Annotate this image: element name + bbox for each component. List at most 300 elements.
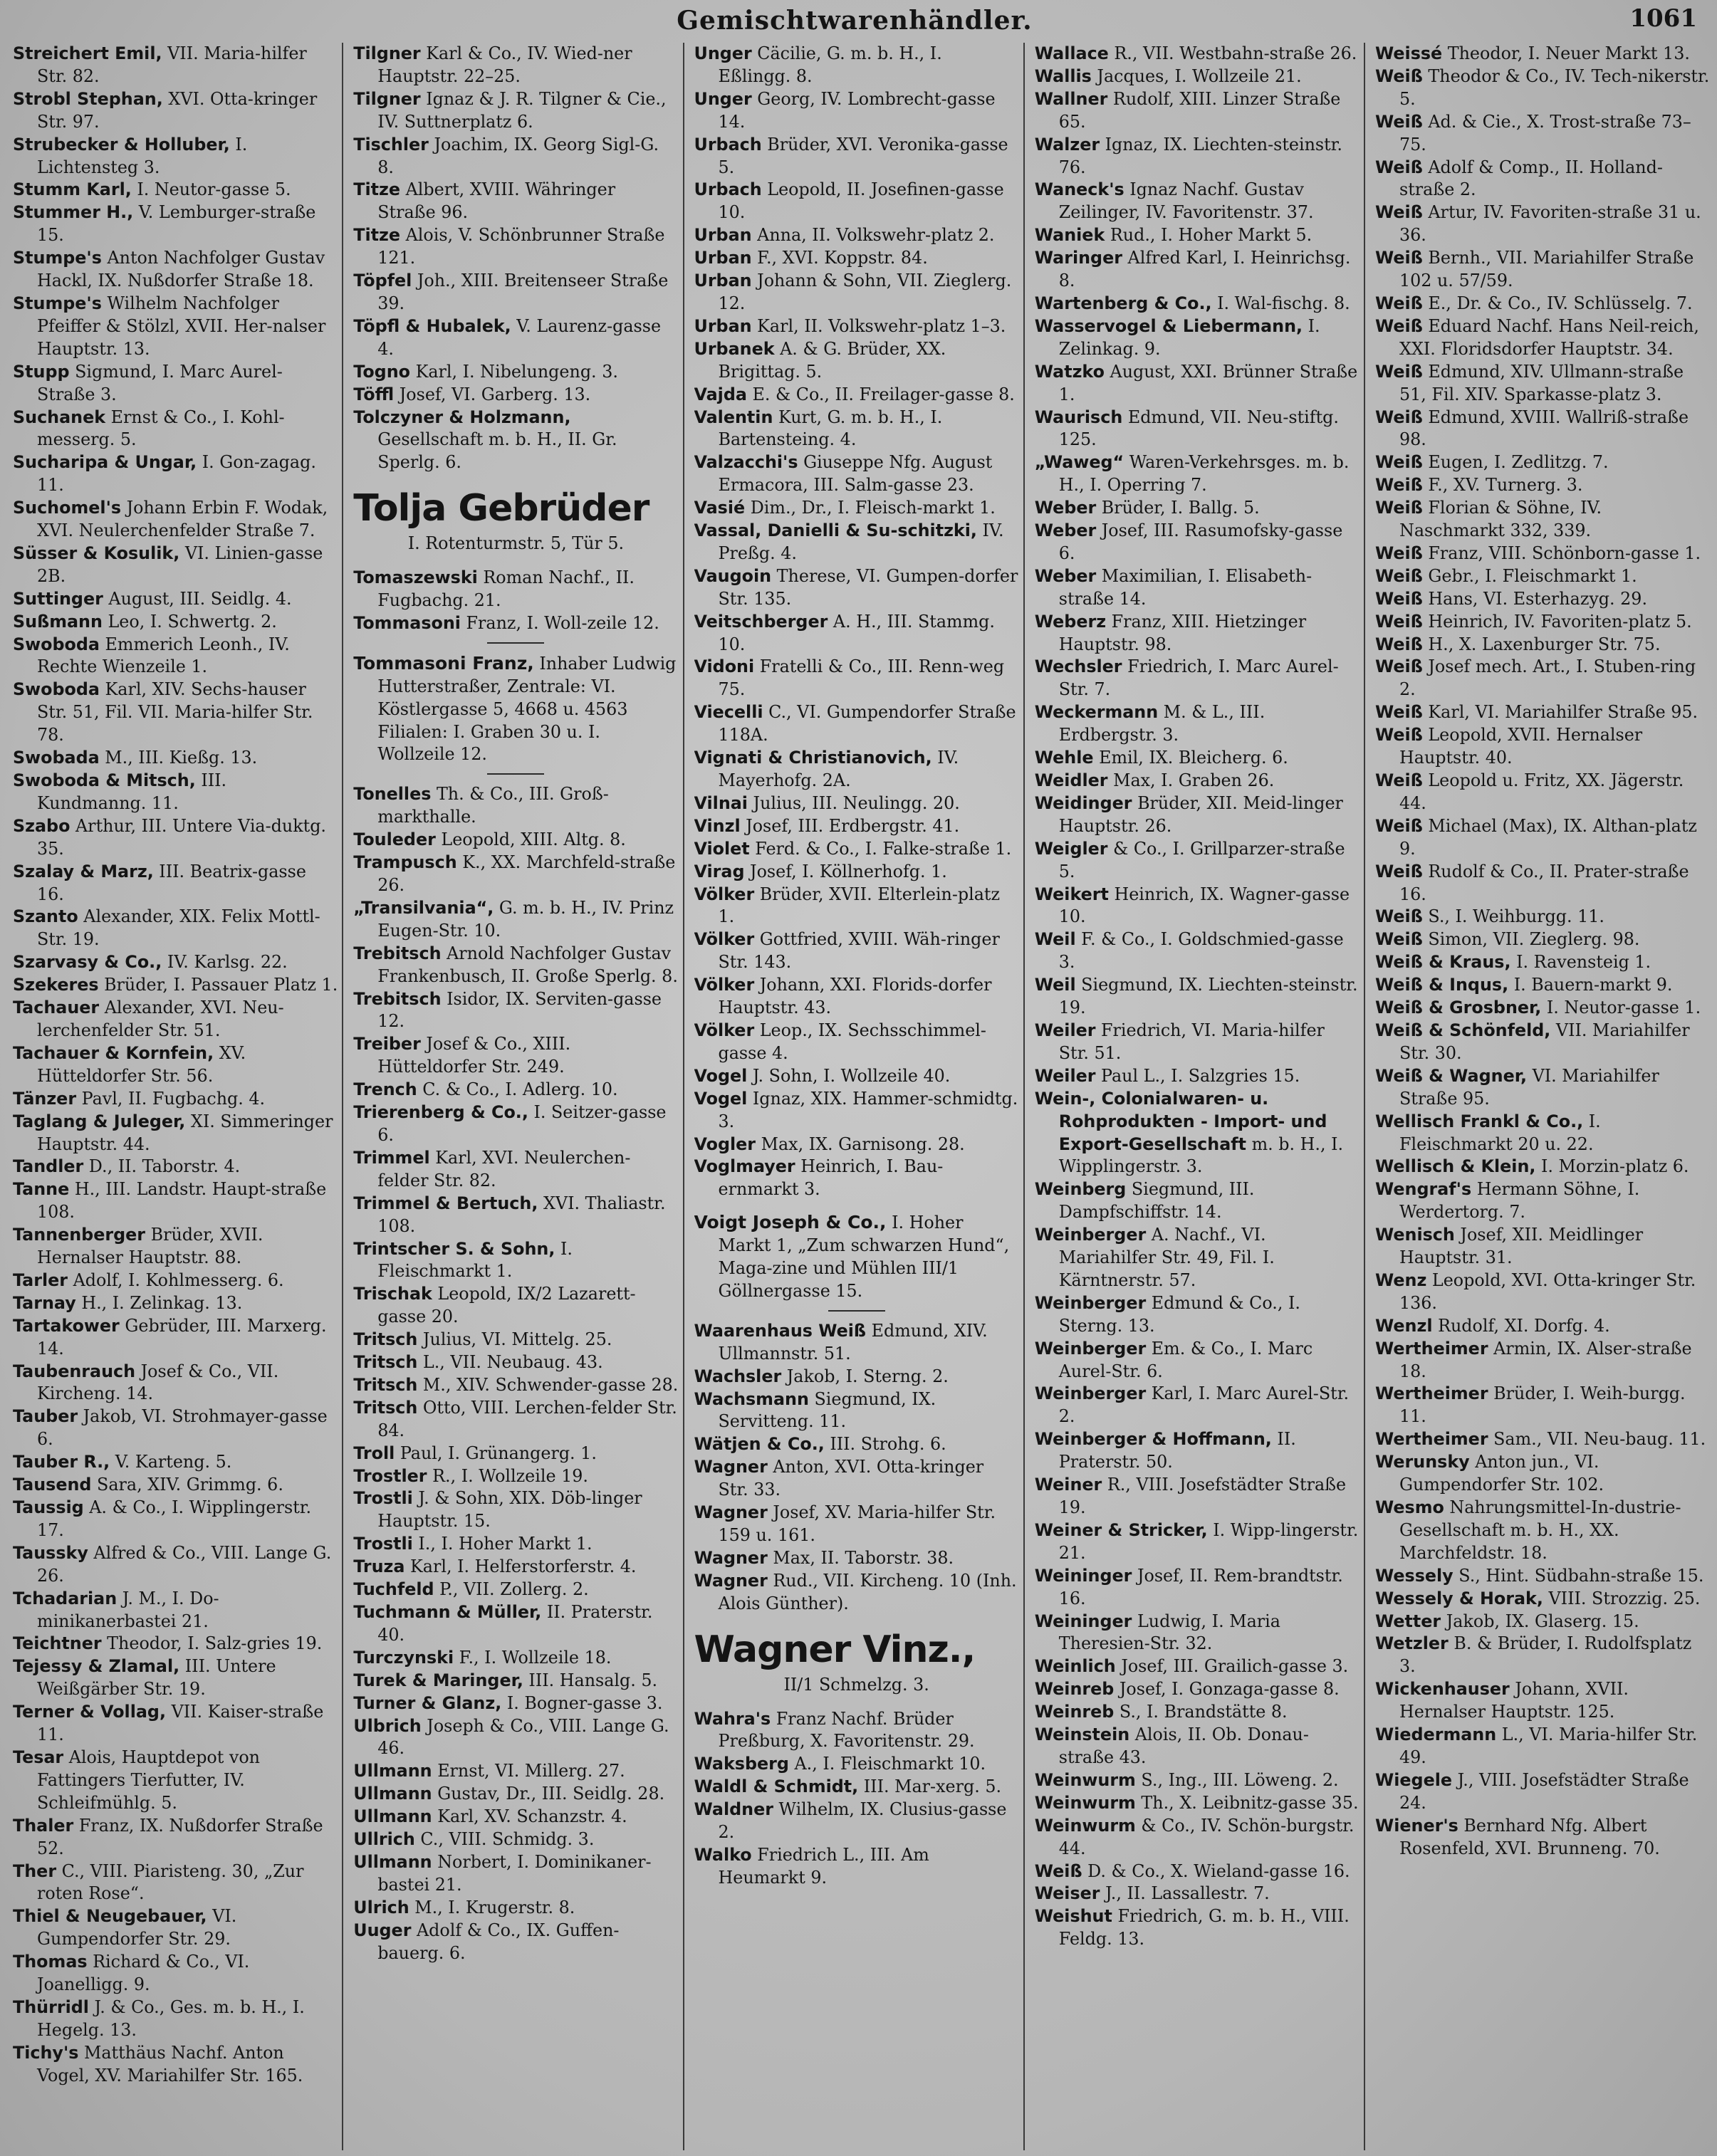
- entry-list: [694, 1708, 1019, 1890]
- entry-address: H., I. Zelinkag. 13.: [75, 1292, 243, 1313]
- list-item: [1035, 701, 1359, 747]
- entry-address: IV. Mayerhofg. 2A.: [718, 748, 959, 790]
- list-item: [13, 1747, 338, 1815]
- list-item: [353, 1374, 678, 1397]
- list-item: [13, 1997, 338, 2042]
- entry-address: Gustav, Dr., III. Seidlg. 28.: [432, 1784, 665, 1804]
- entry-address: August, III. Seidlg. 4.: [103, 588, 292, 609]
- entry-name: Tolczyner & Holzmann,: [353, 407, 571, 427]
- list-item: [1375, 315, 1711, 361]
- entry-name: Stupp: [13, 361, 70, 382]
- list-item: [1035, 974, 1359, 1020]
- entry-address: Alois, V. Schönbrunner Straße 121.: [377, 225, 665, 268]
- entry-name: Tandler: [13, 1156, 84, 1177]
- entry-name: Suchomel's: [13, 498, 122, 518]
- list-item: [694, 611, 1019, 656]
- list-item: [13, 997, 338, 1042]
- list-item: [353, 1715, 678, 1761]
- entry-address: I. Seitzer-gasse 6.: [377, 1102, 667, 1145]
- list-item: [694, 497, 1019, 520]
- list-item: [1035, 88, 1359, 134]
- list-item: [1035, 1792, 1359, 1815]
- entry-address: Franz, IX. Nußdorfer Straße 52.: [37, 1815, 323, 1858]
- entry-address: Sigmund, I. Marc Aurel-Straße 3.: [37, 361, 283, 404]
- entry-address: Pavl, II. Fugbachg. 4.: [76, 1088, 266, 1109]
- entry-address: Rud., I. Hoher Markt 5.: [1105, 225, 1312, 246]
- entry-name: Vogel: [694, 1065, 748, 1086]
- list-item: [1375, 611, 1711, 634]
- list-item: [1375, 1769, 1711, 1815]
- list-item: [13, 407, 338, 452]
- entry-address: III. Untere Weißgärber Str. 19.: [37, 1656, 276, 1700]
- list-item: [1035, 1224, 1359, 1292]
- entry-address: Franz Nachf. Brüder Preßburg, X. Favoritenstr. 29.: [718, 1708, 975, 1752]
- entry-name: Turek & Maringer,: [353, 1670, 523, 1690]
- list-item: [13, 293, 338, 361]
- entry-name: Weiß & Kraus,: [1375, 952, 1511, 973]
- entry-address: D. & Co., X. Wieland-gasse 16.: [1082, 1861, 1350, 1881]
- entry-name: Vilnai: [694, 792, 748, 813]
- entry-name: Weiß: [1375, 293, 1423, 313]
- entry-name: Wesmo: [1375, 1497, 1444, 1517]
- list-item: [694, 338, 1019, 384]
- entry-address: Brüder, XVI. Veronika-gasse 5.: [718, 134, 1008, 177]
- list-item: [1035, 293, 1359, 315]
- entry-address: Adolf & Comp., II. Holland-straße 2.: [1399, 157, 1663, 200]
- entry-address: XVI. Thaliastr. 108.: [377, 1193, 666, 1236]
- list-item: [1035, 1861, 1359, 1883]
- entry-address: Cäcilie, G. m. b. H., I. Eßlingg. 8.: [718, 43, 942, 86]
- entry-address: Paul L., I. Salzgries 15.: [1095, 1065, 1300, 1086]
- entry-name: Tomaszewski: [353, 567, 478, 588]
- entry-address: Karl, II. Volkswehr-platz 1–3.: [751, 315, 1006, 336]
- entry-name: Töpfl & Hubalek,: [353, 315, 511, 336]
- entry-name: Tuchmann & Müller,: [353, 1602, 542, 1622]
- entry-address: Josef, III. Grailich-gasse 3.: [1115, 1656, 1349, 1677]
- list-item: [694, 224, 1019, 247]
- entry-name: Wätjen & Co.,: [694, 1434, 825, 1455]
- list-item: [694, 1366, 1019, 1388]
- list-item: [1035, 179, 1359, 224]
- entry-name: Weinberger & Hoffmann,: [1034, 1429, 1272, 1450]
- entry-name: Trebitsch: [353, 988, 442, 1009]
- entry-name: Weiß: [1375, 111, 1423, 132]
- entry-address: S., Ing., III. Löweng. 2.: [1135, 1769, 1339, 1790]
- entry-name: Wenisch: [1375, 1225, 1455, 1245]
- list-item: [13, 1315, 338, 1361]
- entry-name: Tommasoni Franz,: [353, 652, 534, 674]
- entry-address: Rud., VII. Kircheng. 10 (Inh. Alois Günther).: [718, 1570, 1017, 1613]
- column-4: [1035, 43, 1365, 2150]
- entry-name: Tanne: [13, 1179, 70, 1200]
- entry-name: Wenzl: [1375, 1315, 1433, 1336]
- list-item: [353, 1147, 678, 1193]
- entry-name: Taglang & Juleger,: [13, 1111, 186, 1131]
- entry-address: Alexander, XVI. Neu-lerchenfelder Str. 51.: [37, 998, 284, 1040]
- list-item: [13, 451, 338, 497]
- entry-name: Urbanek: [694, 338, 775, 359]
- list-item: [694, 1388, 1019, 1434]
- list-item: [13, 1361, 338, 1406]
- entry-address: C. & Co., I. Adlerg. 10.: [417, 1079, 618, 1100]
- entry-name: Vidoni: [694, 656, 755, 677]
- entry-list: [353, 783, 678, 1964]
- entry-address: I. Wipp-lingerstr. 21.: [1058, 1519, 1359, 1563]
- list-item: [353, 1670, 678, 1692]
- list-item: [1035, 1565, 1359, 1611]
- entry-address: Wilhelm Nachfolger Pfeiffer & Stölzl, XVII. Her-nalser Hauptstr. 13.: [37, 293, 326, 359]
- entry-address: Siegmund, IX. Servitteng. 11.: [718, 1388, 936, 1432]
- entry-name: Swobada: [13, 748, 100, 768]
- entry-name: Weberz: [1034, 611, 1107, 632]
- list-item: [353, 1601, 678, 1647]
- entry-name: Weidler: [1034, 770, 1108, 790]
- entry-address: Josef mech. Art., I. Stuben-ring 2.: [1399, 656, 1696, 700]
- entry-address: Brüder, I. Passauer Platz 1.: [98, 975, 338, 995]
- entry-name: Swoboda: [13, 679, 100, 700]
- entry-address: D., II. Taborstr. 4.: [83, 1156, 241, 1177]
- entry-name: Treiber: [353, 1034, 421, 1055]
- list-item: [13, 1270, 338, 1292]
- entry-list: [353, 652, 678, 767]
- list-item: [353, 361, 678, 384]
- entry-address: III. Mar-xerg. 5.: [858, 1776, 1002, 1797]
- list-item: [353, 1647, 678, 1670]
- entry-address: R., VII. Westbahn-straße 26.: [1108, 43, 1357, 63]
- entry-address: Friedrich L., III. Am Heumarkt 9.: [718, 1844, 929, 1888]
- list-item: [353, 384, 678, 407]
- entry-name: Weiß: [1375, 202, 1423, 223]
- entry-address: R., I. Wollzeile 19.: [427, 1465, 588, 1486]
- list-item: [1375, 1565, 1711, 1588]
- entry-name: Weiß & Inqus,: [1375, 975, 1509, 995]
- divider: [487, 642, 544, 644]
- entry-name: Urbach: [694, 134, 762, 155]
- entry-address: Simon, VII. Zieglerg. 98.: [1422, 929, 1640, 950]
- entry-address: Isidor, IX. Serviten-gasse 12.: [377, 988, 662, 1032]
- list-item: [694, 1753, 1019, 1776]
- entry-address: Joachim, IX. Georg Sigl-G. 8.: [377, 134, 659, 177]
- entry-name: Walzer: [1034, 134, 1100, 155]
- entry-name: Weininger: [1034, 1611, 1132, 1631]
- list-item: [1375, 1178, 1711, 1224]
- list-item: [353, 407, 678, 475]
- entry-name: Unger: [694, 43, 752, 63]
- entry-name: Turner & Glanz,: [353, 1692, 502, 1713]
- list-item: [1375, 474, 1711, 497]
- entry-name: Titze: [353, 179, 401, 200]
- entry-address: I. Morzin-platz 6.: [1535, 1156, 1689, 1177]
- entry-name: Trebitsch: [353, 943, 442, 963]
- entry-name: Tarnay: [13, 1292, 76, 1313]
- column-2: [353, 43, 684, 2150]
- entry-address: I. Neutor-gasse 5.: [131, 179, 291, 200]
- entry-name: Stumpe's: [13, 293, 102, 313]
- list-item: [13, 1905, 338, 1951]
- list-item: [694, 792, 1019, 815]
- entry-name: Vajda: [694, 384, 747, 404]
- entry-name: Taussig: [13, 1497, 84, 1517]
- entry-address: Heinrich, IV. Favoriten-platz 5.: [1422, 611, 1692, 632]
- list-item: [1375, 815, 1711, 861]
- entry-address: B. & Brüder, I. Rudolfsplatz 3.: [1399, 1633, 1692, 1677]
- entry-name: Vignati & Christianovich,: [694, 748, 932, 768]
- entry-name: Wahra's: [694, 1708, 771, 1729]
- entry-address: Johann, XXI. Florids-dorfer Hauptstr. 43.: [718, 975, 992, 1018]
- list-item: [1375, 1497, 1711, 1565]
- entry-name: Weiß: [1375, 475, 1423, 496]
- entry-address: Josef, III. Erdbergstr. 41.: [740, 815, 960, 836]
- entry-name: Taussky: [13, 1542, 88, 1563]
- entry-address: Max, IX. Garnisong. 28.: [756, 1134, 965, 1154]
- entry-name: Völker: [694, 929, 755, 950]
- entry-address: Armin, IX. Alser-straße 18.: [1399, 1338, 1692, 1381]
- list-item: [1035, 1178, 1359, 1224]
- entry-name: Weinstein: [1034, 1725, 1130, 1745]
- list-item: [1375, 1815, 1711, 1861]
- list-item: [694, 656, 1019, 701]
- list-item: [13, 1861, 338, 1906]
- list-item: [1035, 520, 1359, 565]
- entry-name: Tritsch: [353, 1352, 418, 1373]
- list-item: [353, 1101, 678, 1147]
- entry-name: Wehle: [1034, 748, 1094, 768]
- entry-name: Wagner: [694, 1547, 768, 1568]
- list-item: [353, 1329, 678, 1351]
- list-item: [1035, 224, 1359, 247]
- list-item: [1375, 906, 1711, 928]
- list-item: [13, 861, 338, 906]
- entry-address: Josef, III. Rasumofsky-gasse 6.: [1058, 520, 1343, 563]
- entry-address: I. Zelinkag. 9.: [1058, 315, 1320, 359]
- entry-address: VI. Linien-gasse 2B.: [37, 543, 323, 586]
- list-item: [1035, 1611, 1359, 1656]
- list-item: [1375, 361, 1711, 407]
- list-item: [694, 815, 1019, 838]
- list-item: [694, 407, 1019, 452]
- entry-list: [1035, 43, 1359, 1951]
- entry-name: Weiner: [1034, 1475, 1102, 1495]
- entry-name: Tritsch: [353, 1397, 418, 1418]
- page-header: [0, 4, 1717, 36]
- entry-address: Gebrüder, III. Marxerg. 14.: [37, 1315, 327, 1359]
- entry-name: Waldner: [694, 1799, 773, 1820]
- list-item: [353, 1238, 678, 1284]
- entry-name: Voigt Joseph & Co.,: [694, 1212, 887, 1233]
- entry-name: Weiß: [1375, 770, 1423, 790]
- entry-name: Szekeres: [13, 975, 99, 995]
- entry-name: Weiß: [1375, 66, 1423, 86]
- list-item: [1375, 43, 1711, 66]
- entry-address: Leo, I. Schwertg. 2.: [102, 611, 277, 632]
- list-item: [353, 988, 678, 1034]
- entry-address: Richard & Co., VI. Joanelligg. 9.: [37, 1952, 250, 1995]
- entry-name: Weiner & Stricker,: [1034, 1519, 1208, 1540]
- list-item: [13, 1292, 338, 1315]
- entry-name: Weil: [1034, 929, 1076, 950]
- list-item: [13, 202, 338, 247]
- entry-address: Matthäus Nachf. Anton Vogel, XV. Mariahilfer Str. 165.: [37, 2042, 303, 2086]
- entry-address: F., I. Wollzeile 18.: [454, 1647, 612, 1668]
- entry-name: Urban: [694, 225, 752, 246]
- entry-address: Georg, IV. Lombrecht-gasse 14.: [718, 88, 996, 132]
- entry-name: Tachauer: [13, 998, 100, 1018]
- entry-name: Trimmel: [353, 1147, 430, 1168]
- entry-name: Weissé: [1375, 43, 1443, 63]
- list-item: [694, 1708, 1019, 1754]
- list-item: [1375, 928, 1711, 951]
- entry-address: VI. Mariahilfer Straße 95.: [1399, 1065, 1659, 1109]
- entry-name: Weber: [1034, 520, 1097, 541]
- list-item: [1035, 1338, 1359, 1383]
- entry-name: Weinberger: [1034, 1338, 1147, 1359]
- list-item: [13, 951, 338, 974]
- list-item: [1035, 1701, 1359, 1724]
- entry-name: Weber: [1034, 498, 1097, 518]
- entry-name: Trench: [353, 1079, 417, 1100]
- entry-address: H., III. Landstr. Haupt-straße 108.: [37, 1179, 327, 1223]
- list-item: [1035, 928, 1359, 974]
- entry-address: Karl, I. Nibelungeng. 3.: [410, 361, 618, 382]
- entry-address: Leopold, XIII. Altg. 8.: [435, 830, 626, 850]
- entry-name: Tchadarian: [13, 1588, 118, 1608]
- entry-address: Alois, II. Ob. Donau-straße 43.: [1058, 1725, 1309, 1767]
- list-item: [353, 1351, 678, 1374]
- entry-name: Waniek: [1034, 225, 1105, 246]
- list-item: [1375, 1451, 1711, 1497]
- list-item: [353, 783, 678, 829]
- entry-address: Gesellschaft m. b. H., II. Gr. Sperlg. 6.: [377, 429, 617, 473]
- list-item: [1375, 111, 1711, 157]
- list-item: [694, 1570, 1019, 1616]
- list-item: [1375, 565, 1711, 588]
- entry-address: VIII. Strozzig. 25.: [1543, 1588, 1701, 1608]
- entry-name: Trostler: [353, 1465, 427, 1486]
- list-item: [13, 634, 338, 679]
- entry-address: Edmund, XIV. Ullmann-straße 51, Fil. XIV. Sparkasse-platz 3.: [1399, 361, 1684, 404]
- entry-list: [694, 1211, 1019, 1303]
- entry-name: Weinberg: [1034, 1179, 1127, 1200]
- list-item: [694, 838, 1019, 861]
- entry-name: Weiß: [1375, 725, 1423, 745]
- list-item: [13, 1633, 338, 1655]
- list-item: [353, 1397, 678, 1443]
- entry-address: Leopold u. Fritz, XX. Jägerstr. 44.: [1399, 770, 1684, 813]
- entry-name: Ther: [13, 1861, 57, 1881]
- entry-address: Karl, VI. Mariahilfer Straße 95.: [1422, 702, 1698, 723]
- list-item: [1035, 497, 1359, 520]
- list-item: [13, 1088, 338, 1111]
- divider: [487, 773, 544, 775]
- entry-address: C., VI. Gumpendorfer Straße 118A.: [718, 702, 1016, 745]
- entry-name: Sußmann: [13, 611, 103, 632]
- entry-address: Ad. & Cie., X. Trost-straße 73–75.: [1399, 111, 1691, 155]
- entry-name: Wetzler: [1375, 1633, 1449, 1654]
- spacer: [694, 1201, 1019, 1211]
- entry-address: Anna, II. Volkswehr-platz 2.: [751, 225, 995, 246]
- entry-address: Friedrich, VI. Maria-hilfer Str. 51.: [1058, 1020, 1325, 1063]
- entry-name: Szanto: [13, 906, 78, 927]
- entry-address: K., XX. Marchfeld-straße 26.: [377, 852, 676, 895]
- list-item: [1035, 838, 1359, 884]
- list-item: [1375, 1156, 1711, 1178]
- list-item: [13, 1156, 338, 1178]
- entry-address: I. Bogner-gasse 3.: [501, 1692, 663, 1713]
- entry-name: Tilgner: [353, 43, 421, 63]
- entry-name: Weinlich: [1034, 1656, 1116, 1677]
- list-item: [1375, 1588, 1711, 1611]
- list-item: [1375, 1428, 1711, 1451]
- entry-address: P., VII. Zollerg. 2.: [434, 1579, 589, 1600]
- list-item: [1035, 451, 1359, 497]
- list-item: [1375, 951, 1711, 974]
- list-item: [694, 1134, 1019, 1156]
- entry-address: Emil, IX. Bleicherg. 6.: [1093, 748, 1288, 768]
- list-item: [1375, 861, 1711, 906]
- entry-name: Troll: [353, 1443, 395, 1463]
- entry-name: Weckermann: [1034, 702, 1159, 723]
- entry-address: Edmund, VII. Neu-stiftg. 125.: [1058, 407, 1339, 450]
- entry-name: Streichert Emil,: [13, 43, 162, 63]
- entry-address: Theodor & Co., IV. Tech-nikerstr. 5.: [1399, 66, 1710, 109]
- list-item: [1375, 543, 1711, 565]
- list-item: [13, 1111, 338, 1156]
- entry-address: Fratelli & Co., III. Renn-weg 75.: [718, 656, 1005, 700]
- entry-address: Eduard Nachf. Hans Neil-reich, XXI. Floridsdorfer Hauptstr. 34.: [1399, 315, 1699, 359]
- entry-address: S., I. Brandstätte 8.: [1114, 1702, 1288, 1722]
- list-item: [1035, 884, 1359, 929]
- entry-name: Weiß: [1375, 861, 1423, 881]
- entry-name: Szarvasy & Co.,: [13, 952, 162, 973]
- entry-name: „Waweg“: [1034, 452, 1124, 473]
- entry-address: Paul, I. Grünangerg. 1.: [395, 1443, 597, 1463]
- list-item: [1375, 451, 1711, 474]
- entry-name: Tejessy & Zlamal,: [13, 1656, 180, 1677]
- entry-name: Tannenberger: [13, 1225, 146, 1245]
- entry-name: Stumm Karl,: [13, 179, 132, 200]
- entry-address: Heinrich, I. Bau-ernmarkt 3.: [718, 1156, 944, 1200]
- entry-address: Michael (Max), IX. Althan-platz 9.: [1399, 815, 1697, 859]
- entry-name: Wiegele: [1375, 1769, 1453, 1790]
- list-item: [1375, 1065, 1711, 1111]
- list-item: [1375, 157, 1711, 202]
- list-item: [1035, 1519, 1359, 1565]
- entry-name: Teichtner: [13, 1633, 102, 1654]
- entry-name: Walko: [694, 1844, 752, 1865]
- advertisement-name: Tolja Gebrüder: [353, 487, 649, 530]
- entry-address: S., Hint. Südbahn-straße 15.: [1453, 1565, 1704, 1586]
- entry-address: Ignaz Nachf. Gustav Zeilinger, IV. Favoritenstr. 37.: [1058, 179, 1314, 223]
- entry-name: Weiß: [1375, 407, 1423, 427]
- advertisement-address: II/1 Schmelzg. 3.: [783, 1674, 929, 1695]
- entry-name: Virag: [694, 861, 745, 881]
- list-item: [1035, 66, 1359, 88]
- entry-address: E. & Co., II. Freilager-gasse 8.: [746, 384, 1015, 404]
- list-item: [1035, 1678, 1359, 1701]
- entry-name: Titze: [353, 225, 401, 246]
- list-item: [353, 1806, 678, 1828]
- entry-address: Brüder, XII. Meid-linger Hauptstr. 26.: [1058, 792, 1343, 836]
- list-item: [353, 1465, 678, 1488]
- entry-name: Turczynski: [353, 1647, 454, 1668]
- entry-address: Gebr., I. Fleischmarkt 1.: [1422, 565, 1637, 586]
- entry-address: Edmund, XVIII. Wallriß-straße 98.: [1399, 407, 1689, 450]
- entry-name: Weinberger: [1034, 1225, 1147, 1245]
- entry-name: Ullmann: [353, 1851, 432, 1872]
- list-item: [353, 1283, 678, 1329]
- list-item: [1375, 1111, 1711, 1156]
- list-item: [1375, 656, 1711, 701]
